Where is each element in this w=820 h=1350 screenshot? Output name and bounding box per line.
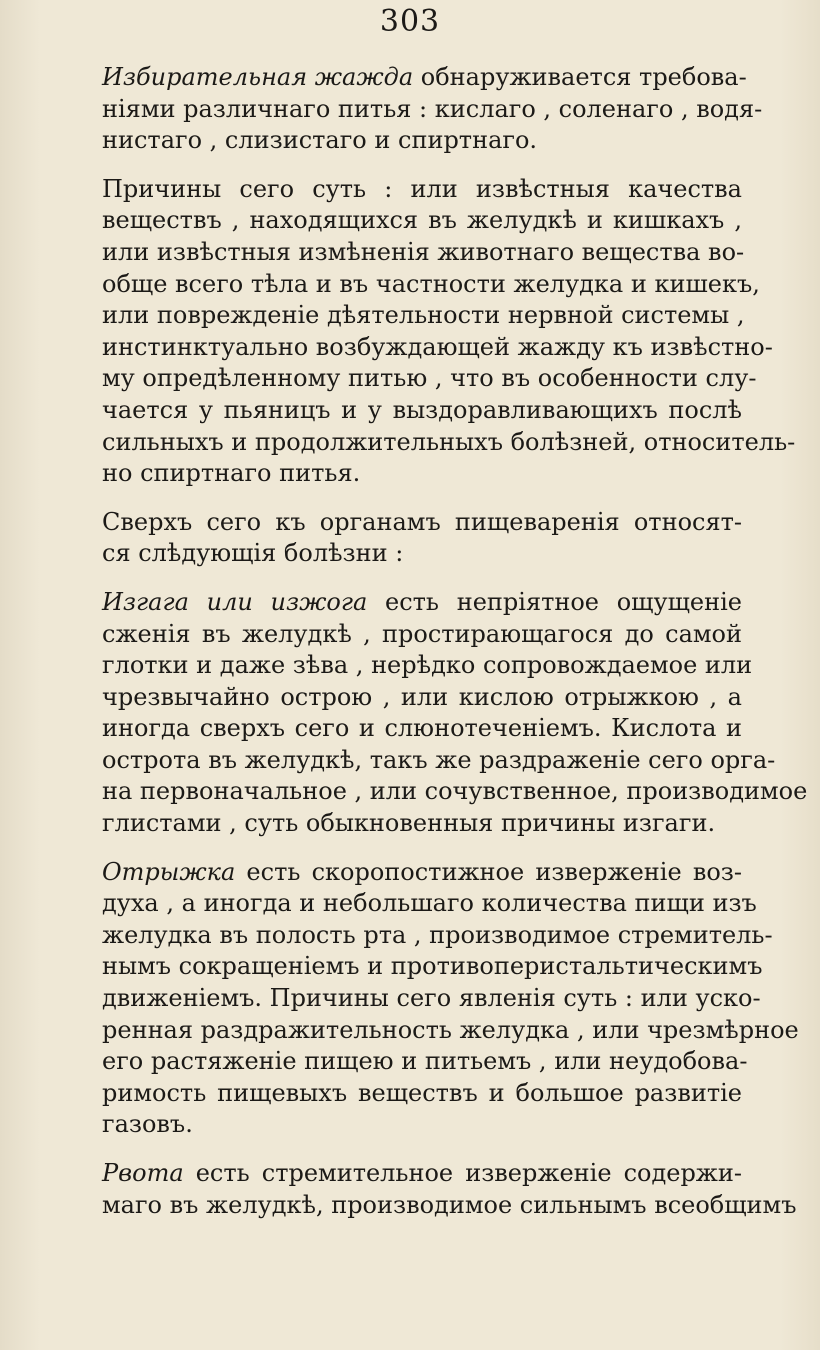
- text-line: чается у пьяницъ и у выздоравливающихъ послѣ: [102, 395, 742, 424]
- term-belching: Отрыжка: [102, 857, 236, 886]
- text-line: сильныхъ и продолжительныхъ болѣзней, относитель-: [102, 427, 796, 456]
- text-line: [42, 857, 742, 889]
- text-line: на первоначальное , или сочувственное, производимое: [102, 777, 808, 806]
- text-line: глистами , суть обыкновенныя причины изгаги.: [102, 809, 716, 838]
- paragraph-additional: [42, 507, 742, 570]
- paragraph-belching: [42, 857, 799, 1141]
- text-line: острота въ желудкѣ, такъ же раздраженіе сего орга-: [102, 745, 776, 774]
- text-line: сженія въ желудкѣ , простирающагося до самой: [102, 619, 742, 648]
- text-line: ренная раздражительность желудка , или чрезмѣрное: [102, 1015, 799, 1044]
- line-text: обнаруживается требова-: [413, 63, 747, 91]
- text-line: или поврежденіе дѣятельности нервной системы ,: [102, 301, 745, 330]
- text-line: глотки и даже зѣва , нерѣдко сопровождаемое или: [102, 651, 753, 680]
- text-line: духа , а иногда и небольшаго количества пищи изъ: [102, 889, 757, 918]
- text-line: инстинктуально возбуждающей жажду къ извѣстно-: [102, 332, 773, 361]
- text-line: веществъ , находящихся въ желудкѣ и кишкахъ ,: [102, 206, 742, 235]
- text-line: римость пищевыхъ веществъ и большое развитіе: [102, 1078, 742, 1107]
- text-line: [42, 1158, 742, 1190]
- line-text: есть непріятное ощущеніе: [367, 587, 743, 616]
- text-line: или извѣстныя измѣненія животнаго вещества во-: [102, 237, 745, 266]
- page-number: 303: [379, 4, 441, 39]
- paragraph-causes: [42, 174, 796, 490]
- text-line: движеніемъ. Причины сего явленія суть : или уско-: [102, 984, 761, 1013]
- text-line: но спиртнаго питья.: [102, 459, 361, 488]
- term-heartburn: Изгага или изжога: [102, 587, 368, 616]
- paragraph-selective-thirst: [42, 62, 763, 157]
- text-line: ся слѣдующія болѣзни :: [102, 539, 404, 568]
- line-text: есть скоропостижное изверженіе воз-: [235, 857, 742, 886]
- text-line: иногда сверхъ сего и слюнотеченіемъ. Кислота и: [102, 714, 742, 743]
- page-body: [42, 62, 808, 1238]
- text-line: Сверхъ сего къ органамъ пищеваренія относят-: [102, 507, 742, 536]
- text-line: [42, 62, 747, 94]
- text-line: му опредѣленному питью , что въ особенности слу-: [102, 364, 757, 393]
- line-text: есть стремительное изверженіе содержи-: [183, 1159, 742, 1187]
- term-selective-thirst: Избирательная жажда: [102, 63, 414, 91]
- paragraph-vomiting: [42, 1158, 797, 1221]
- text-line: нымъ сокращеніемъ и противоперистальтическимъ: [102, 952, 763, 981]
- text-line: обще всего тѣла и въ частности желудка и кишекъ,: [102, 269, 760, 298]
- term-vomiting: Рвота: [102, 1159, 184, 1187]
- text-line: желудка въ полость рта , производимое стремитель-: [102, 920, 773, 949]
- text-line: Причины сего суть : или извѣстныя качества: [102, 174, 742, 203]
- text-line: нистаго , слизистаго и спиртнаго.: [102, 126, 538, 155]
- text-line: ніями различнаго питья : кислаго , соленаго , водя-: [102, 94, 763, 123]
- text-line: его растяженіе пищею и питьемъ , или неудобова-: [102, 1047, 748, 1076]
- text-line: чрезвычайно острою , или кислою отрыжкою , а: [102, 682, 742, 711]
- text-line: маго въ желудкѣ, производимое сильнымъ всеобщимъ: [102, 1190, 797, 1219]
- text-line: [42, 587, 742, 619]
- text-line: газовъ.: [102, 1110, 193, 1139]
- paragraph-heartburn: [42, 587, 808, 840]
